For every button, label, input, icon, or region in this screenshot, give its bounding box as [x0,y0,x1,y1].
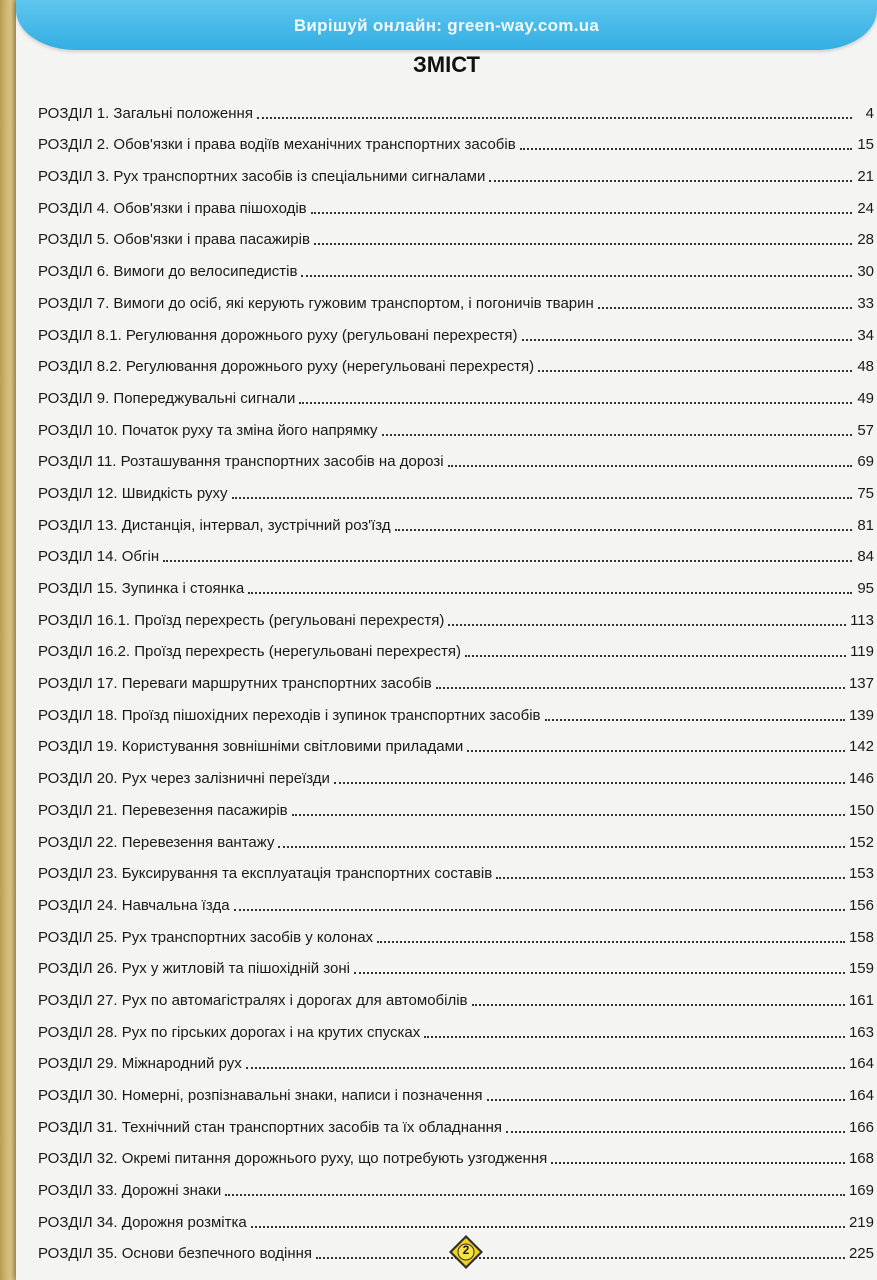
toc-entry[interactable] [38,190,874,222]
toc-entry-label: РОЗДІЛ 33. Дорожні знаки [38,1182,222,1200]
toc-entry-page: 15 [857,136,874,154]
toc-entry-page: 4 [865,104,874,122]
toc-entry-page: 166 [848,1118,874,1136]
toc-entry-page: 24 [857,199,874,217]
toc-entry-label: РОЗДІЛ 28. Рух по гірських дорогах і на крутих спусках [38,1023,421,1041]
toc-entry-page: 152 [848,833,874,851]
toc-entry[interactable] [38,1141,874,1173]
toc-entry[interactable] [38,127,874,159]
toc-entry[interactable] [38,222,874,254]
dot-leader [598,307,852,309]
toc-entry-page: 33 [857,294,874,312]
toc-entry[interactable] [38,444,874,476]
toc-entry[interactable] [38,634,874,666]
toc-entry-page: 30 [857,263,874,281]
toc-entry-label: РОЗДІЛ 18. Проїзд пішохідних переходів і зупинок транспортних засобів [38,706,541,724]
toc-entry-label: РОЗДІЛ 19. Користування зовнішніми світловими приладами [38,738,464,756]
header-banner [16,0,877,50]
toc-entry[interactable] [38,349,874,381]
dot-leader [424,1036,845,1038]
toc-entry-label: РОЗДІЛ 35. Основи безпечного водіння [38,1245,313,1263]
dot-leader [467,750,845,752]
toc-entry-label: РОЗДІЛ 4. Обов'язки і права пішоходів [38,199,307,217]
toc-entry-label: РОЗДІЛ 5. Обов'язки і права пасажирів [38,231,310,249]
toc-entry-page: 164 [848,1087,874,1104]
dot-leader [395,529,852,531]
dot-leader [278,846,845,848]
dot-leader [436,687,845,689]
toc-entry[interactable] [38,285,874,317]
page-title: ЗМІСТ [413,52,480,77]
toc-entry-page: 69 [857,453,874,471]
toc-entry-label: РОЗДІЛ 2. Обов'язки і права водіїв механічних транспортних засобів [38,136,516,154]
dot-leader [489,180,852,182]
toc-entry[interactable] [38,1172,874,1204]
dot-leader [448,624,846,626]
toc-entry-page: 119 [850,643,874,661]
dot-leader [311,212,852,214]
toc-entry-page: 75 [857,484,874,502]
toc-entry-label: РОЗДІЛ 22. Перевезення вантажу [38,833,275,851]
dot-leader [522,339,853,341]
toc-entry-label: РОЗДІЛ 1. Загальні положення [38,104,253,122]
toc-entry-page: 225 [848,1245,874,1263]
dot-leader [251,1226,845,1228]
toc-entry-page: 164 [848,1055,874,1073]
page-number-badge [448,1234,484,1270]
toc-entry[interactable] [38,1014,874,1046]
toc-entry-label: РОЗДІЛ 14. Обгін [38,548,160,566]
toc-entry-label: РОЗДІЛ 9. Попереджувальні сигнали [38,389,296,407]
toc-entry[interactable] [38,317,874,349]
toc-entry-page: 159 [848,960,874,978]
dot-leader [506,1131,845,1133]
toc-entry[interactable] [38,380,874,412]
dot-leader [538,370,852,372]
dot-leader [496,877,845,879]
toc-entry-page: 156 [848,896,874,914]
toc-entry[interactable] [38,729,874,761]
dot-leader [232,497,852,499]
dot-leader [382,434,853,436]
toc-entry-page: 168 [848,1150,874,1168]
toc-entry-page: 142 [848,738,874,756]
toc-entry[interactable] [38,760,874,792]
toc-entry-label: РОЗДІЛ 16.1. Проїзд перехресть (регульовані перехрестя) [38,611,445,629]
dot-leader [299,402,852,404]
dot-leader [234,909,845,911]
dot-leader [246,1067,845,1069]
toc-entry-page: 158 [848,928,874,946]
dot-leader [257,117,852,119]
page-number: 2 [462,1243,470,1257]
toc-entry-label: РОЗДІЛ 21. Перевезення пасажирів [38,801,288,819]
dot-leader [520,148,852,150]
toc-entry[interactable] [38,982,874,1014]
toc-entry-label: РОЗДІЛ 6. Вимоги до велосипедистів [38,263,298,281]
toc-entry-page: 84 [857,548,874,566]
toc-entry-label: РОЗДІЛ 24. Навчальна їзда [38,896,230,914]
toc-entry[interactable] [38,158,874,190]
toc-entry-page: 57 [857,421,874,439]
toc-entry-label: РОЗДІЛ 26. Рух у житловій та пішохідній зоні [38,960,350,978]
dot-leader [292,814,845,816]
toc-entry-label: РОЗДІЛ 12. Швидкість руху [38,484,228,502]
toc-entry-label: РОЗДІЛ 31. Технічний стан транспортних засобів та їх обладнання [38,1118,503,1136]
toc-entry[interactable] [38,665,874,697]
toc-entry-label: РОЗДІЛ 23. Буксирування та експлуатація транспортних составів [38,865,493,883]
toc-entry[interactable] [38,570,874,602]
toc-entry-label: РОЗДІЛ 29. Міжнародний рух [38,1055,242,1073]
banner-text: Вирішуй онлайн: green-way.com.ua [293,16,600,35]
toc-entry[interactable] [38,792,874,824]
toc-entry[interactable] [38,507,874,539]
dot-leader [472,1004,845,1006]
toc-entry-label: РОЗДІЛ 30. Номерні, розпізнавальні знаки, написи і позначення [38,1087,483,1104]
toc-entry-label: РОЗДІЛ 11. Розташування транспортних засобів на дорозі [38,453,444,471]
document-page [16,0,877,1280]
toc-entry-label: РОЗДІЛ 32. Окремі питання дорожнього руху, що потребують узгодження [38,1150,548,1168]
dot-leader [334,782,845,784]
toc-entry[interactable] [38,95,874,127]
toc-entry-label: РОЗДІЛ 10. Початок руху та зміна його напрямку [38,421,378,439]
dot-leader [163,560,852,562]
toc-entry[interactable] [38,824,874,856]
toc-entry-label: РОЗДІЛ 16.2. Проїзд перехресть (нерегульовані перехрестя) [38,643,462,661]
toc-entry[interactable] [38,919,874,951]
toc-entry-page: 113 [850,611,874,629]
toc-entry-page: 150 [848,801,874,819]
dot-leader [314,243,852,245]
dot-leader [465,655,846,657]
toc-entry-page: 48 [857,358,874,376]
toc-entry-page: 161 [848,991,874,1009]
toc-entry-page: 95 [857,580,874,597]
toc-entry-label: РОЗДІЛ 20. Рух через залізничні переїзди [38,770,330,788]
toc-entry-page: 139 [848,706,874,724]
toc-entry-page: 49 [857,389,874,407]
dot-leader [225,1194,845,1196]
toc-entry-label: РОЗДІЛ 25. Рух транспортних засобів у колонах [38,928,374,946]
toc-entry[interactable] [38,253,874,285]
toc-entry[interactable] [38,539,874,571]
toc-entry-label: РОЗДІЛ 27. Рух по автомагістралях і дорогах для автомобілів [38,991,468,1009]
toc-entry[interactable] [38,1046,874,1078]
toc-entry-page: 169 [848,1182,874,1200]
toc-entry[interactable] [38,856,874,888]
dot-leader [316,1257,845,1259]
dot-leader [354,972,845,974]
toc-entry[interactable] [38,697,874,729]
toc-entry[interactable] [38,412,874,444]
dot-leader [248,592,852,594]
dot-leader [551,1162,845,1164]
dot-leader [377,941,845,943]
dot-leader [487,1099,845,1101]
toc-entry-page: 153 [848,865,874,883]
toc-entry-label: РОЗДІЛ 8.1. Регулювання дорожнього руху (регульовані перехрестя) [38,326,518,344]
toc-entry[interactable] [38,1109,874,1141]
toc-entry-page: 28 [857,231,874,249]
toc-entry-page: 146 [848,770,874,788]
page-spine [0,0,16,1280]
toc-entry-page: 21 [857,168,874,186]
toc-entry-label: РОЗДІЛ 17. Переваги маршрутних транспортних засобів [38,675,432,693]
toc-entry[interactable] [38,1077,874,1109]
toc-entry-label: РОЗДІЛ 7. Вимоги до осіб, які керують гужовим транспортом, і погоничів тварин [38,294,594,312]
toc-entry-page: 137 [848,675,874,693]
toc-entry-page: 163 [848,1023,874,1041]
toc-entry-label: РОЗДІЛ 8.2. Регулювання дорожнього руху (нерегульовані перехрестя) [38,358,535,376]
toc-entry-label: РОЗДІЛ 15. Зупинка і стоянка [38,580,245,597]
toc-entry-label: РОЗДІЛ 34. Дорожня розмітка [38,1213,247,1231]
toc-entry[interactable] [38,1204,874,1236]
dot-leader [448,465,852,467]
toc-entry-label: РОЗДІЛ 13. Дистанція, інтервал, зустрічний роз'їзд [38,516,391,534]
toc-entry[interactable] [38,602,874,634]
toc-entry[interactable] [38,951,874,983]
toc-entry-page: 34 [857,326,874,344]
toc-entry-label: РОЗДІЛ 3. Рух транспортних засобів із спеціальними сигналами [38,168,486,186]
table-of-contents [38,95,874,1267]
dot-leader [301,275,852,277]
toc-entry[interactable] [38,887,874,919]
dot-leader [545,719,845,721]
toc-entry-page: 219 [848,1213,874,1231]
toc-entry[interactable] [38,475,874,507]
toc-entry-page: 81 [857,516,874,534]
